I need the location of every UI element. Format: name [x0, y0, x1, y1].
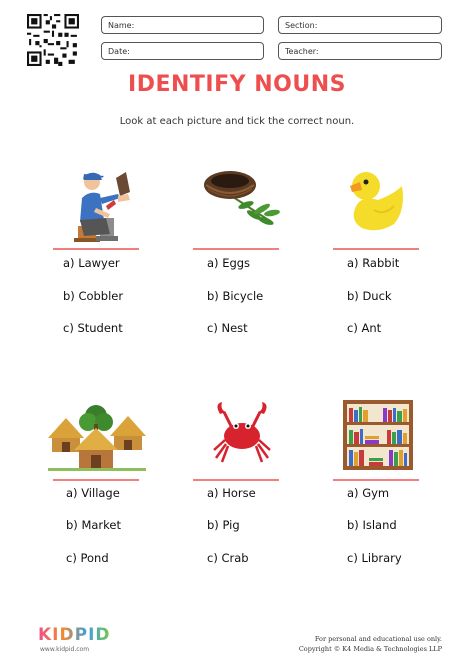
teacher-label: Teacher:	[285, 47, 319, 56]
option-library[interactable]: c) Library	[347, 551, 402, 565]
library-picture	[343, 400, 413, 470]
date-field[interactable]	[101, 42, 264, 60]
answer-underline	[333, 479, 419, 481]
option-student[interactable]: c) Student	[63, 321, 123, 335]
instructions: Look at each picture and tick the correct noun.	[119, 116, 355, 127]
page-title: IDENTIFY NOUNS	[128, 72, 346, 97]
name-label: Name:	[108, 21, 135, 30]
footer-note: For personal and educational use only.	[314, 635, 442, 643]
option-pig[interactable]: b) Pig	[207, 518, 240, 532]
option-island[interactable]: b) Island	[347, 518, 397, 532]
option-rabbit[interactable]: a) Rabbit	[347, 256, 400, 270]
option-ant[interactable]: c) Ant	[347, 321, 382, 335]
cobbler-picture	[60, 158, 140, 246]
footer-url: www.kidpid.com	[40, 646, 90, 653]
option-lawyer[interactable]: a) Lawyer	[63, 256, 120, 270]
option-horse[interactable]: a) Horse	[207, 486, 256, 500]
section-field[interactable]	[278, 16, 442, 34]
kidpid-logo	[38, 625, 111, 645]
option-market[interactable]: b) Market	[66, 518, 121, 532]
section-label: Section:	[285, 21, 318, 30]
answer-underline	[53, 479, 139, 481]
option-gym[interactable]: a) Gym	[347, 486, 390, 500]
option-pond[interactable]: c) Pond	[66, 551, 109, 565]
footer-copyright	[299, 634, 442, 654]
kidpid-logo-text: KIDPID	[38, 625, 111, 645]
option-eggs[interactable]: a) Eggs	[207, 256, 251, 270]
option-bicycle[interactable]: b) Bicycle	[207, 289, 264, 303]
crab-picture	[210, 402, 274, 464]
option-duck[interactable]: b) Duck	[347, 289, 392, 303]
date-label: Date:	[108, 47, 130, 56]
answer-underline	[193, 248, 279, 250]
duck-picture	[344, 164, 410, 236]
option-crab[interactable]: c) Crab	[207, 551, 249, 565]
answer-underline	[193, 479, 279, 481]
answer-underline	[333, 248, 419, 250]
teacher-field[interactable]	[278, 42, 442, 60]
village-picture	[48, 402, 146, 472]
option-village[interactable]: a) Village	[66, 486, 120, 500]
answer-underline	[53, 248, 139, 250]
nest-picture	[200, 165, 282, 229]
qr-code	[27, 14, 79, 66]
option-cobbler[interactable]: b) Cobbler	[63, 289, 124, 303]
option-nest[interactable]: c) Nest	[207, 321, 248, 335]
name-field[interactable]	[101, 16, 264, 34]
footer-copyright-line: Copyright © K4 Media & Technologies LLP	[298, 645, 442, 653]
